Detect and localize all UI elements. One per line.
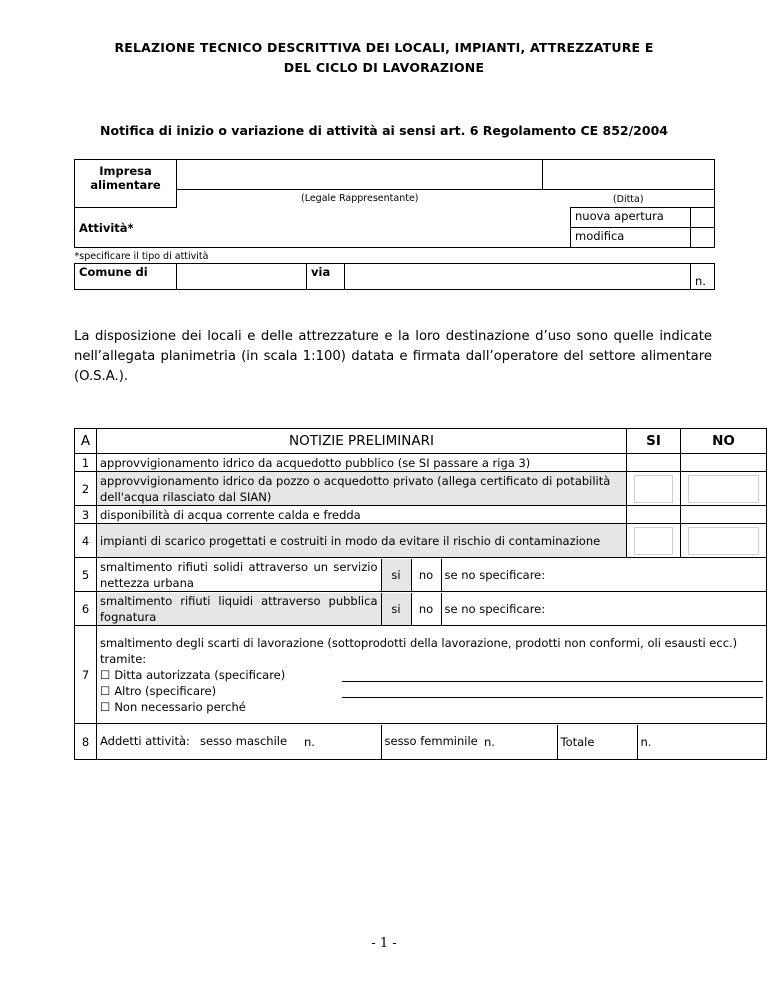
si-cell[interactable] [627, 524, 681, 558]
via-label: via [307, 264, 345, 290]
document-title [0, 38, 768, 78]
page-number: - 1 - [371, 936, 397, 951]
si-cell[interactable] [627, 454, 681, 472]
si-option[interactable]: si [381, 593, 411, 625]
col-a-header: A [75, 429, 97, 454]
ditta-specify-field[interactable] [342, 667, 763, 682]
modifica-checkbox[interactable] [691, 228, 715, 248]
impresa-label-line1: Impresa [99, 164, 152, 178]
intro-paragraph: La disposizione dei locali e delle attrezzature e la loro destinazione d’uso sono quelle indicate nell’allegata planimetria (in scala 1:100) datata e firmata dall’operatore del settore alimentare (O.S.A.). [74, 329, 712, 384]
row7-options [100, 667, 763, 715]
row-number: 7 [75, 626, 97, 724]
option-ditta-label: Ditta autorizzata (specificare) [114, 667, 286, 682]
row-text: disponibilità di acqua corrente calda e fredda [97, 506, 627, 524]
si-cell[interactable] [627, 506, 681, 524]
checkbox-non-necessario[interactable] [100, 700, 114, 714]
specify-label: se no specificare: [444, 601, 546, 616]
business-info-form [74, 159, 715, 290]
no-option[interactable]: no [411, 559, 441, 591]
no-option[interactable]: no [411, 593, 441, 625]
row-number: 4 [75, 524, 97, 558]
no-cell[interactable] [681, 454, 767, 472]
no-cell[interactable] [681, 524, 767, 558]
checkbox-ditta[interactable] [100, 668, 114, 682]
specificare-note: *specificare il tipo di attività [74, 251, 209, 262]
checkbox-altro[interactable] [100, 684, 114, 698]
addetti-label: Addetti attività: [100, 734, 190, 748]
table-header: NOTIZIE PRELIMINARI [97, 429, 627, 454]
altro-specify-field[interactable] [342, 683, 763, 698]
row-number: 2 [75, 472, 97, 506]
legale-rappresentante-field[interactable] [177, 160, 543, 190]
totale-count[interactable]: n. [640, 734, 652, 749]
title-line-2: DEL CICLO DI LAVORAZIONE [283, 60, 485, 75]
subtitle: Notifica di inizio o variazione di attività ai sensi art. 6 Regolamento CE 852/2004 [100, 123, 668, 138]
preliminary-info-table [74, 428, 767, 760]
numero-field[interactable] [691, 264, 715, 290]
row-text: smaltimento rifiuti solidi attraverso un servizio nettezza urbana [100, 559, 378, 590]
col-no-header: NO [681, 429, 767, 454]
si-cell[interactable] [627, 472, 681, 506]
si-option[interactable]: si [381, 559, 411, 591]
attivita-label: Attività* [75, 208, 571, 248]
option-non-necessario-label: Non necessario perché [114, 699, 246, 714]
legale-label: (Legale Rappresentante) [300, 193, 419, 204]
col-si-header: SI [627, 429, 681, 454]
maschile-count[interactable]: n. [301, 725, 381, 759]
row-number: 5 [75, 558, 97, 592]
ditta-label: (Ditta) [612, 194, 644, 205]
row8-inner [97, 725, 766, 759]
row-number: 6 [75, 592, 97, 626]
impresa-label [75, 160, 177, 208]
sesso-femminile-label: sesso femminile [384, 734, 478, 748]
row-number: 8 [75, 724, 97, 760]
nuova-apertura-checkbox[interactable] [691, 208, 715, 228]
row-text: approvvigionamento idrico da pozzo o acquedotto privato (allega certificato di potabilità dell'acqua rilasciato dal SIAN) [97, 472, 627, 506]
row-text: approvvigionamento idrico da acquedotto pubblico (se SI passare a riga 3) [97, 454, 627, 472]
specify-label: se no specificare: [444, 567, 546, 582]
row-number: 3 [75, 506, 97, 524]
no-cell[interactable] [681, 472, 767, 506]
nuova-apertura-label: nuova apertura [571, 208, 691, 228]
row-text: impianti di scarico progettati e costruiti in modo da evitare il rischio di contaminazione [97, 524, 627, 558]
femminile-count[interactable]: n. [481, 725, 557, 759]
no-cell[interactable] [681, 506, 767, 524]
title-line-1: RELAZIONE TECNICO DESCRITTIVA DEI LOCALI, IMPIANTI, ATTREZZATURE E [114, 40, 654, 55]
ditta-field[interactable] [543, 160, 715, 190]
row-text: smaltimento rifiuti liquidi attraverso pubblica fognatura [97, 593, 381, 625]
row-text: smaltimento degli scarti di lavorazione (sottoprodotti della lavorazione, prodotti non conformi, oli esausti ecc.) tramite: [100, 635, 738, 666]
option-altro-label: Altro (specificare) [114, 683, 217, 698]
numero-label: n. [695, 274, 706, 288]
modifica-label: modifica [571, 228, 691, 248]
comune-field[interactable] [177, 264, 307, 290]
impresa-label-line2: alimentare [90, 178, 161, 192]
via-field[interactable] [345, 264, 691, 290]
row6-inner [97, 593, 766, 625]
row5-inner [97, 559, 766, 591]
totale-label: Totale [557, 725, 637, 759]
sesso-maschile-label: sesso maschile [200, 734, 288, 748]
comune-label: Comune di [75, 264, 177, 290]
row-number: 1 [75, 454, 97, 472]
